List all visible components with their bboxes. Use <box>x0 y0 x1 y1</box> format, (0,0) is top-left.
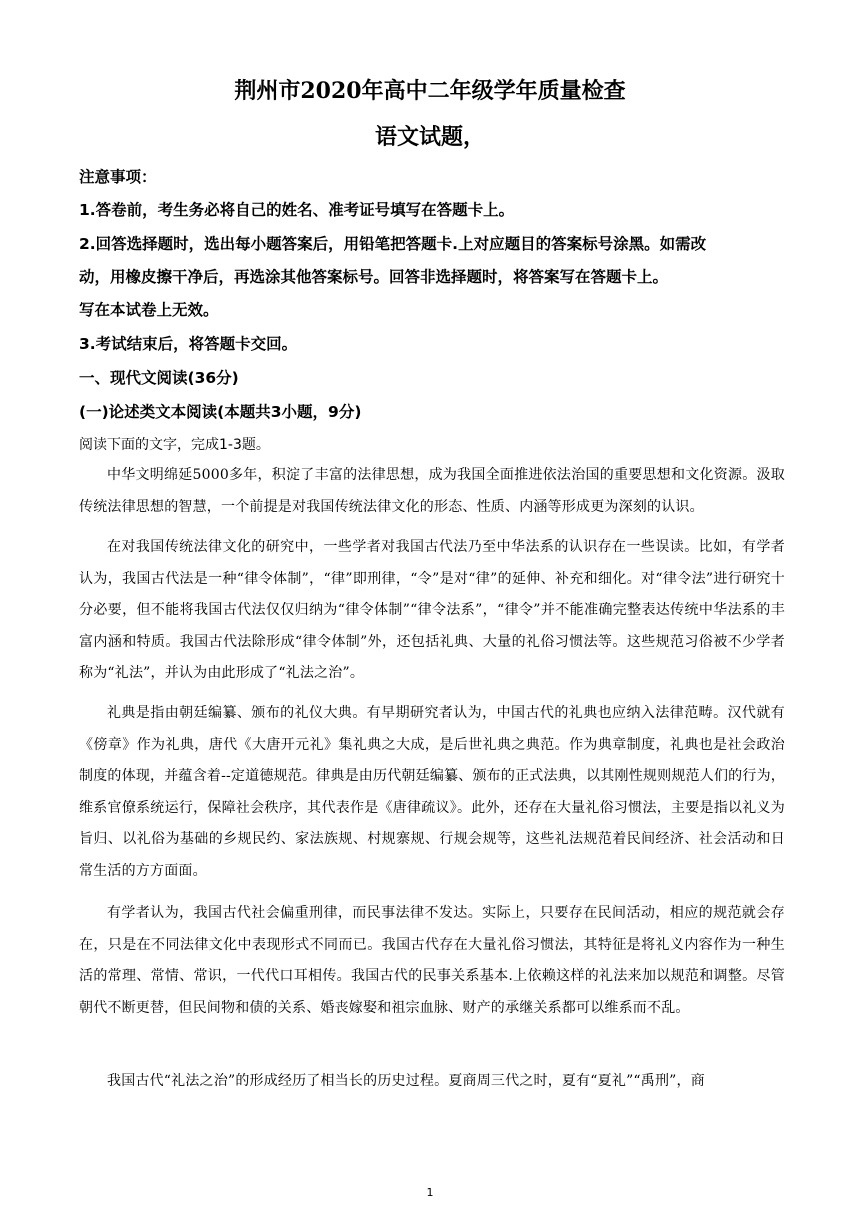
reading-instruction: 阅读下面的文字，完成1-3题。 <box>79 437 270 453</box>
notice-item-2-line-3: 写在本试卷上无效。 <box>79 301 219 319</box>
exam-title: 荆州市2020年高中二年级学年质量检查 <box>234 78 626 104</box>
exam-subtitle: 语文试题， <box>374 124 485 150</box>
paragraph-5: 我国古代“礼法之治”的形成经历了相当长的历史过程。夏商周三代之时，夏有“夏礼”“禹刑”，商 <box>107 1073 705 1089</box>
paragraph-4: 有学者认为，我国古代社会偏重刑律，而民事法律不发达。实际上，只要存在民间活动，相应的规范就会存在，只是在不同法律文化中表现形式不同而已。我国古代存在大量礼俗习惯法，其特征是将礼义内容作为一种生活的常理、常情、常识，一代代口耳相传。我国古代的民事关系基本.上依赖这样的礼法来加以规范和调整。尽管朝代不断更替，但民间物和债的关系、婚丧嫁娶和祖宗血脉、财产的承继关系都可以维系而不乱。 <box>79 905 785 1016</box>
notice-item-3: 3.考试结束后，将答题卡交回。 <box>79 335 298 353</box>
paragraph-1: 中华文明绵延5000多年，积淀了丰富的法律思想，成为我国全面推进依法治国的重要思想和文化资源。汲取传统法律思想的智慧，一个前提是对我国传统法律文化的形态、性质、内涵等形成更为深刻的认识。 <box>79 467 785 515</box>
paragraph-2: 在对我国传统法律文化的研究中，一些学者对我国古代法乃至中华法系的认识存在一些误读。比如，有学者认为，我国古代法是一种“律令体制”，“律”即刑律，“令”是对“律”的延伸、补充和细化。对“律令法”进行研究十分必要，但不能将我国古代法仅仅归纳为“律令体制”“律令法系”，“律令”并不能准确完整表达传统中华法系的丰富内涵和特质。我国古代法除形成“律令体制”外，还包括礼典、大量的礼俗习惯法等。这些规范习俗被不少学者称为“礼法”，并认为由此形成了“礼法之治”。 <box>79 539 785 681</box>
notice-item-1: 1.答卷前，考生务必将自己的姓名、准考证号填写在答题卡上。 <box>79 201 515 219</box>
page-number: 1 <box>426 1186 434 1199</box>
notice-item-2-line-1: 2.回答选择题时，选出每小题答案后，用铅笔把答题卡.上对应题目的答案标号涂黑。如需改 <box>79 235 707 253</box>
section-sub-heading: (一)论述类文本阅读(本题共3小题，9分) <box>79 403 362 421</box>
paragraph-3: 礼典是指由朝廷编纂、颁布的礼仪大典。有早期研究者认为，中国古代的礼典也应纳入法律范畴。汉代就有《傍章》作为礼典，唐代《大唐开元礼》集礼典之大成，是后世礼典之典范。作为典章制度，礼典也是社会政治制度的体现，并蕴含着--定道德规范。律典是由历代朝廷编纂、颁布的正式法典，以其刚性规则规范人们的行为，维系官僚系统运行，保障社会秩序，其代表作是《唐律疏议》。此外，还存在大量礼俗习惯法，主要是指以礼义为旨归、以礼俗为基础的乡规民约、家法族规、村规寨规、行规会规等，这些礼法规范着民间经济、社会活动和日常生活的方方面面。 <box>79 705 785 879</box>
section-heading: 一、现代文阅读(36分) <box>79 369 239 387</box>
notice-item-2-line-2: 动，用橡皮擦干净后，再选涂其他答案标号。回答非选择题时，将答案写在答题卡上。 <box>79 268 669 286</box>
notice-heading: 注意事项： <box>79 168 157 186</box>
